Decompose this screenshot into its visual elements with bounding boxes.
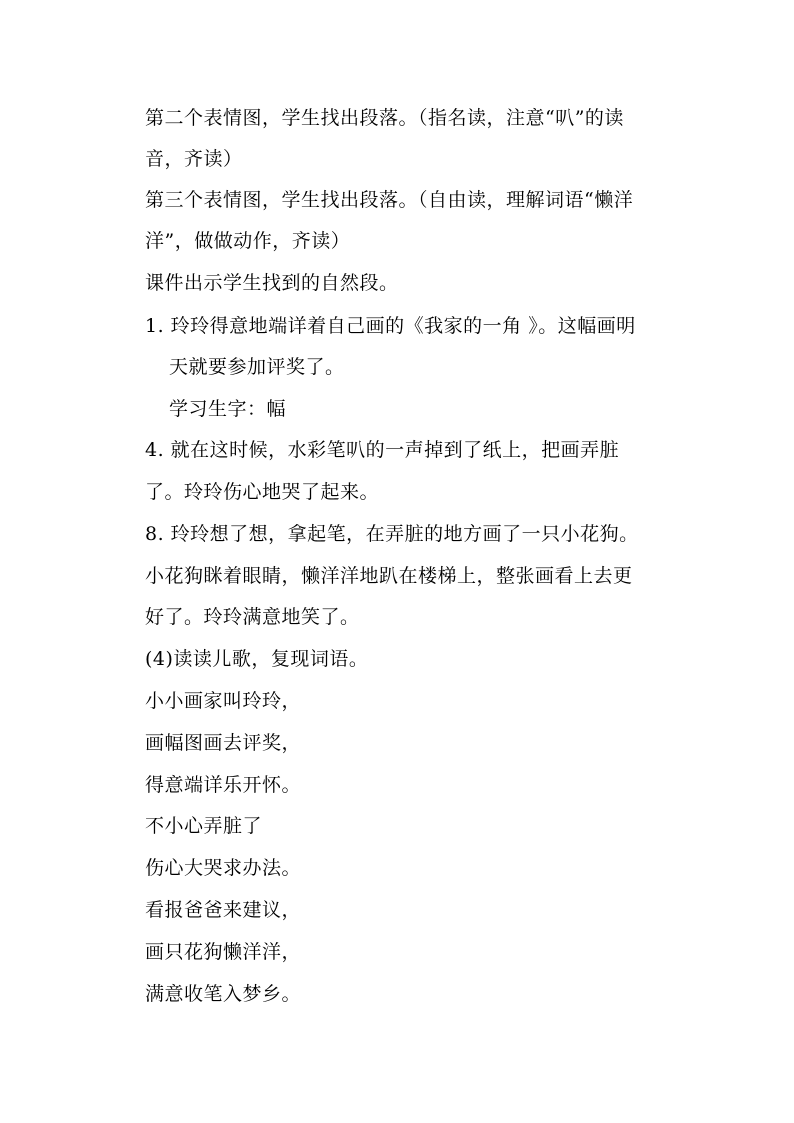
section-heading: (4)读读儿歌，复现词语。 [145,648,369,670]
paragraph-line: 课件出示学生找到的自然段。 [145,272,399,294]
paragraph-line: 音，齐读） [145,148,243,170]
list-item-8: 8. 玲玲想了想，拿起笔，在弄脏的地方画了一只小花狗。 [145,523,639,545]
poem-line: 看报爸爸来建议， [145,899,302,921]
list-item-4-cont: 了。玲玲伤心地哭了起来。 [145,481,380,503]
poem-line: 画只花狗懒洋洋， [145,941,302,963]
poem-line: 得意端详乐开怀。 [145,774,302,796]
poem-line: 伤心大哭求办法。 [145,857,302,879]
poem-line: 小小画家叫玲玲， [145,690,302,712]
poem-line: 满意收笔入梦乡。 [145,983,302,1005]
list-item-1-cont: 天就要参加评奖了。 [169,356,345,378]
paragraph-line: 第三个表情图，学生找出段落。（自由读，理解词语“懒洋 [145,189,634,211]
list-item-8-cont: 好了。玲玲满意地笑了。 [145,606,360,628]
list-item-1: 1. 玲玲得意地端详着自己画的《我家的一角 》。这幅画明 [145,315,636,337]
poem-line: 不小心弄脏了 [145,815,263,837]
vocab-note: 学习生字：幅 [169,398,287,420]
paragraph-line: 第二个表情图，学生找出段落。（指名读，注意“叭”的读 [145,107,624,129]
poem-line: 画幅图画去评奖， [145,732,302,754]
paragraph-line: 洋”，做做动作，齐读） [145,230,351,252]
list-item-4: 4. 就在这时候，水彩笔叭的一声掉到了纸上，把画弄脏 [145,439,620,461]
list-item-8-cont: 小花狗眯着眼睛，懒洋洋地趴在楼梯上，整张画看上去更 [145,565,633,587]
